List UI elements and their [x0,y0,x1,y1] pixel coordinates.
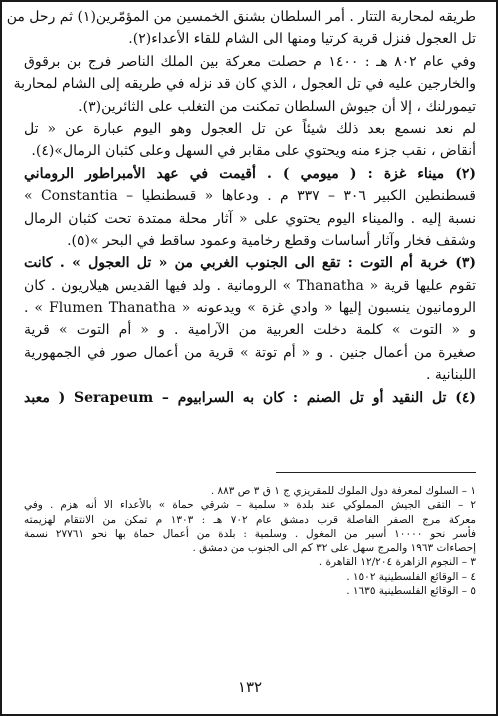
main-text [6,6,477,409]
footnote-line: ٤ – الوقائع الفلسطينية ١٥٠٢ . [346,570,476,583]
footnote-line: إحصاءات ١٩٦٣ والمرج سهل على ٣٢ كم الى الجنوب من دمشق . [192,542,476,555]
footnote-line: ١ – السلوك لمعرفة دول الملوك للمقريزي ج ١ ق ٣ ص ٨٨٣ . [210,485,476,497]
text-line: نسبة إليه . والميناء اليوم يحتوي على « آثار محلة ممتدة تحت كثبان الرمال [24,210,476,227]
text-line: (٤) تل النقيد أو تل الصنم : كان به السرابيوم – Serapeum ( معبد [24,389,476,406]
text-line: (٣) خربة أم التوت : تقع الى الجنوب الغربي من « تل العجول » . كانت [24,255,476,272]
text-line: تل العجول فنزل قرية كرتيا ومنها الى الشام للقاء الأعداء(٢). [128,31,476,48]
text-line: صغيرة من أعمال جنين . و « أم توتة » قرية من أعمال صور في الجمهورية [24,344,476,361]
text-line: أنقاض ، نقب جزء منه ويحتوي على مقابر في السهل وعلى كثبان الرمال»(٤). [31,143,476,160]
footnote-line: ٢ – التقى الجيش المملوكي عند بلدة « سلمية – شرقي حماة » بالأعداء الا أنه هزم . وفي [24,499,476,512]
text-line: وشقف فخار وآثار أساسات وقطع رخامية وعمود ساقط في البحر »(٥). [67,232,476,249]
footnote-line: معركة مرج الصفر الفاصلة قرب دمشق عام ٧٠٢ هـ : ١٣٠٣ م تمكن من الانتقام لهزيمته [24,513,476,526]
text-line: لم نعد نسمع بعد ذلك شيئاً عن تل العجول وهو اليوم عبارة عن « تل [24,120,476,137]
text-line: قسطنطين الكبير ٣٠٦ – ٣٣٧ م . ودعاها « قسطنطيا – Constantia » [24,188,477,205]
text-line: الرومانيون ينسبون إليها « وادي غزة » ويدعونه « Flumen Thanatha » . [24,300,477,317]
book-page [6,6,477,706]
text-line: تيمورلنك ، إلا أن جيوش السلطان تمكنت من التغلب على الثائرين(٣). [78,98,476,115]
page-number: ١٣٢ [237,678,263,696]
text-line: طريقه لمحاربة التتار . أمر السلطان بشنق الخمسين من المؤمّرين(١) ثم رحل من [6,9,476,25]
footnotes [24,484,476,598]
footnote-line: ٥ – الوقائع الفلسطينية ١٦٣٥ . [346,585,476,598]
text-line: (٢) ميناء غزة : ( ميومي ) . أقيمت في عهد الأمبراطور الروماني [24,165,476,182]
text-line: والخارجين عليه في تل العجول ، الذي كان قد نزله في طريقه إلى الشام لمحاربة [13,76,476,93]
text-line: تقوم عليها قرية « Thanatha » الرومانية . ولد فيها القديس هيلاريون . كان [24,277,476,294]
text-line: و « التوت » كلمة دخلت العربية من الآرامية . و « أم التوت » قرية [24,322,476,339]
footnote-line: ٣ – النجوم الزاهرة ١٢/٢٠٤ القاهرة . [318,556,476,569]
text-line: وفي عام ٨٠٢ هـ : ١٤٠٠ م حصلت معركة بين الملك الناصر فرج بن برقوق [24,53,476,70]
footnote-line: فأسر نحو ١٠٠٠٠ أسير من المغول . وسلمية : بلدة من أعمال حماة بها نحو ٢٧٧٦١ نسمة [24,527,476,540]
text-line: اللبنانية . [425,367,476,384]
footnote-separator [276,472,476,473]
